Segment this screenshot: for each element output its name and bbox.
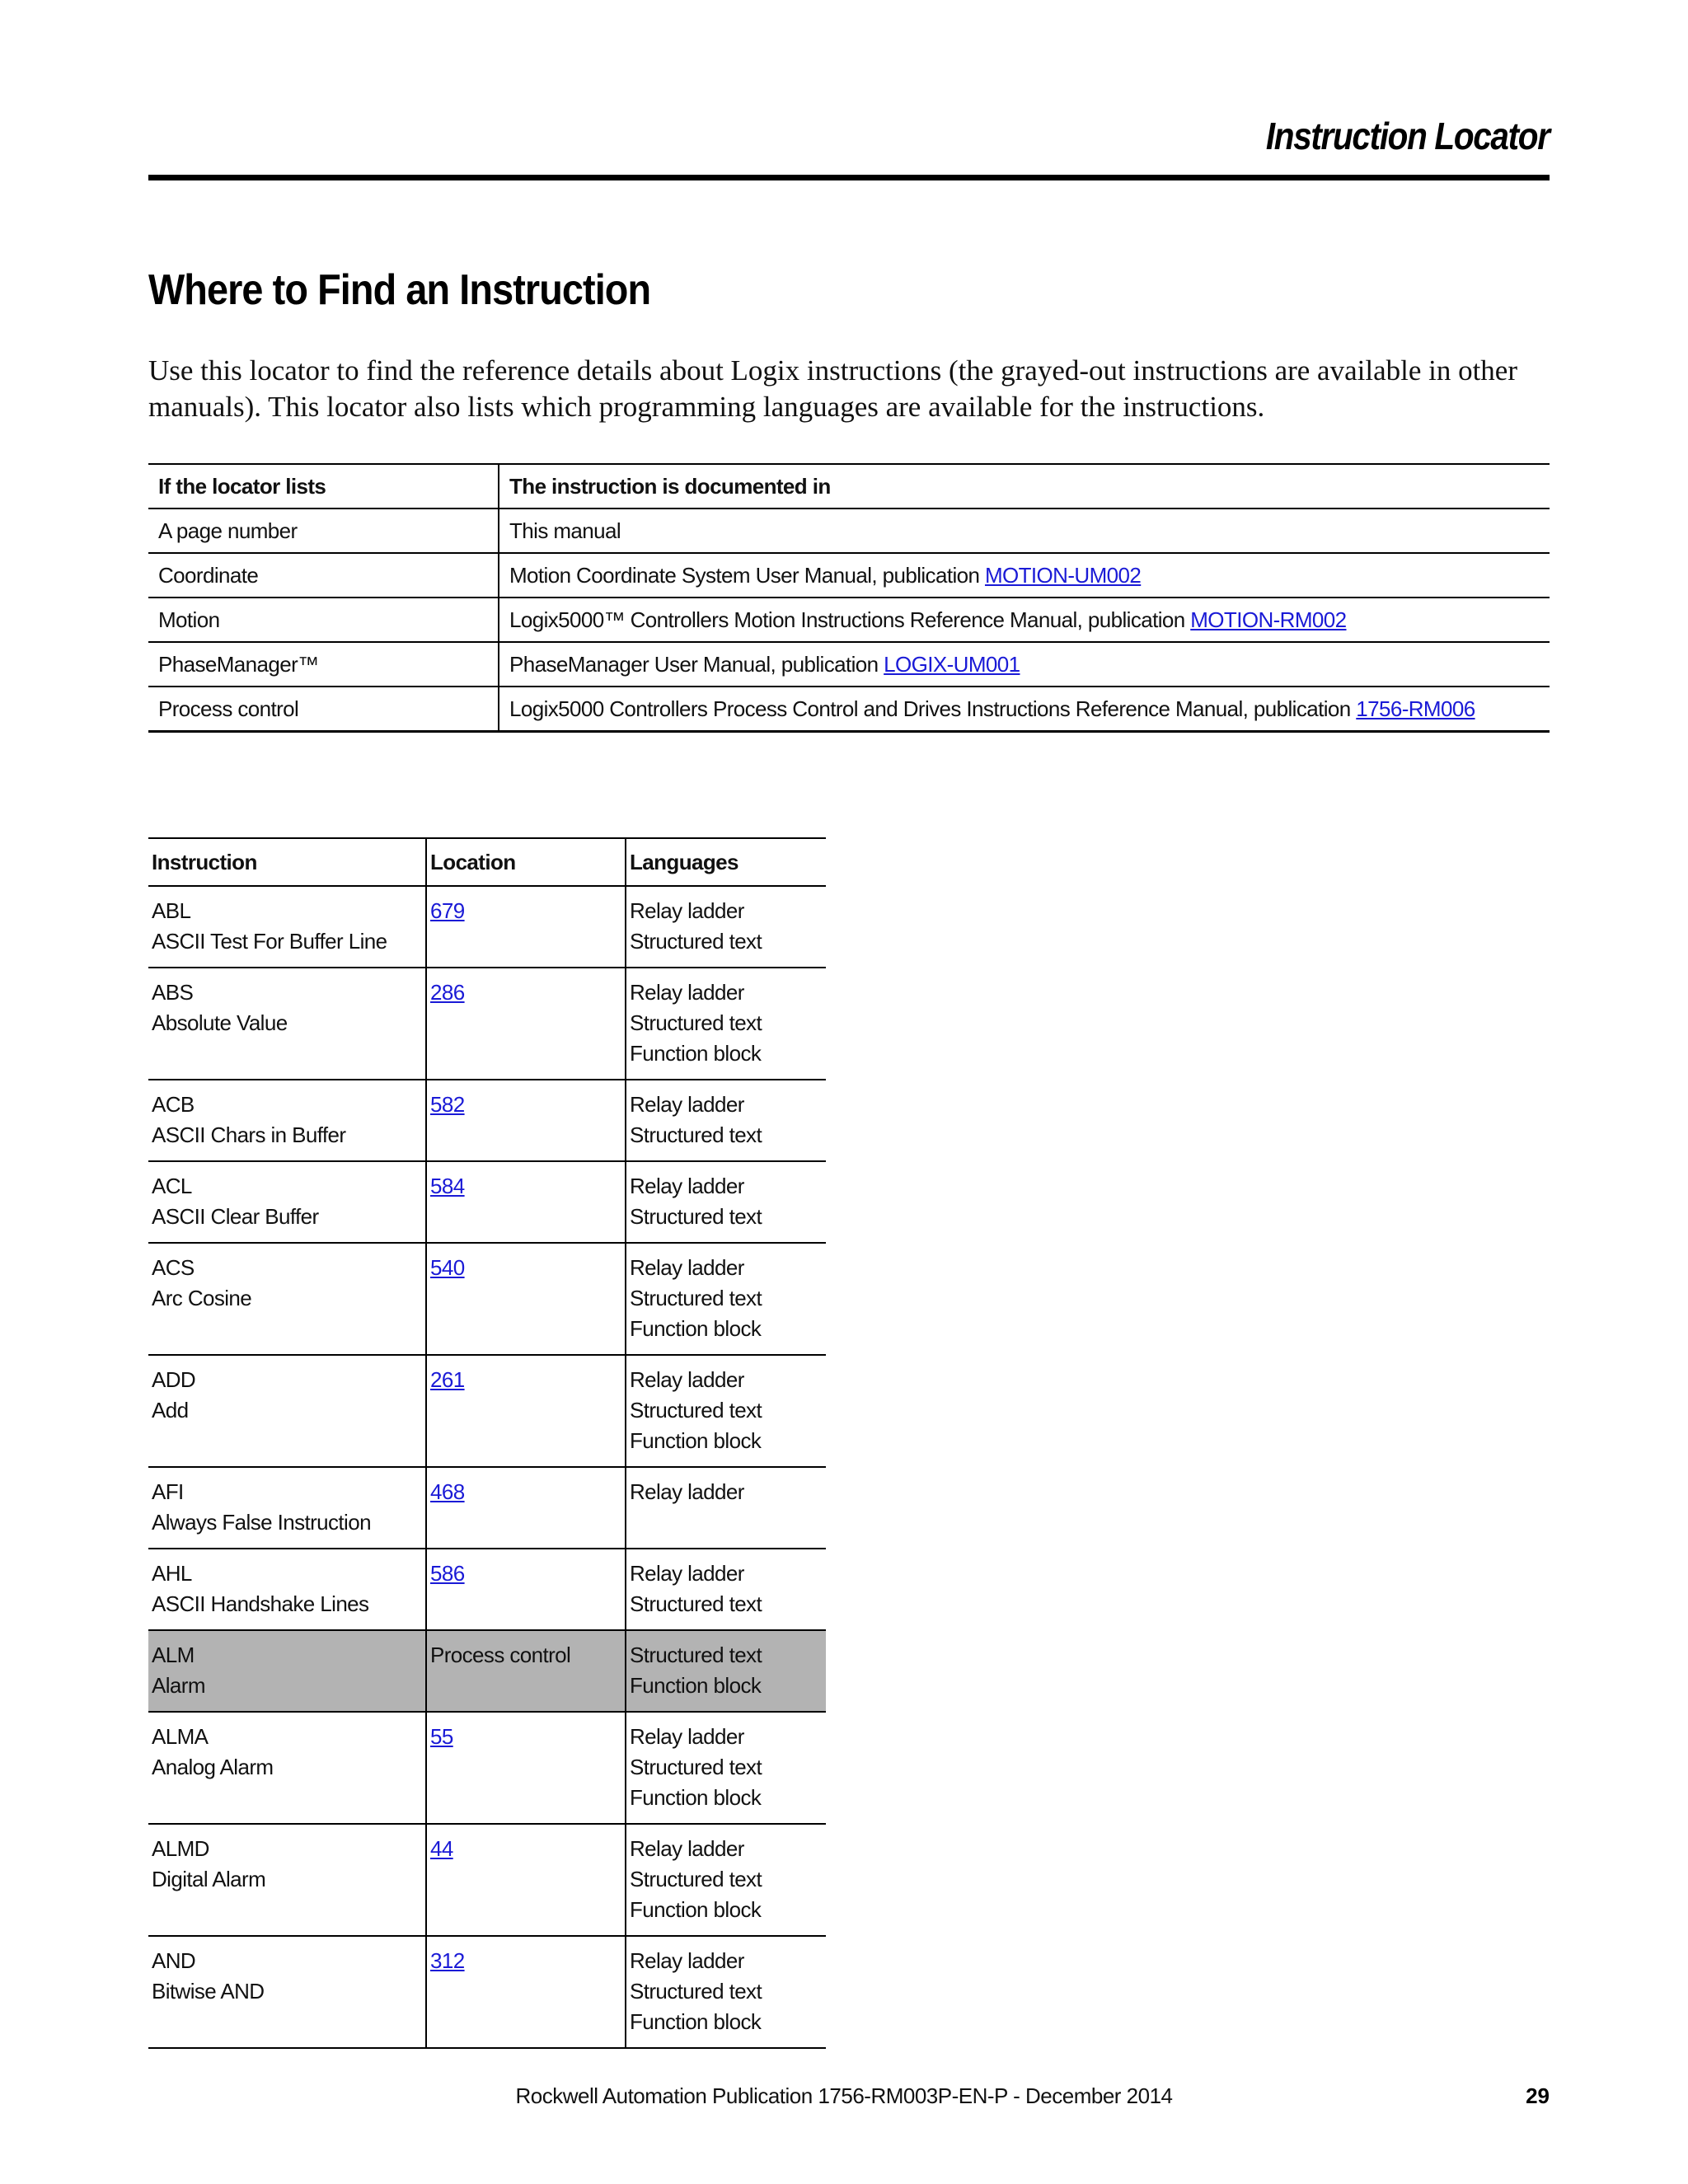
instruction-row [148, 1824, 826, 1936]
language-item: Structured text [630, 1591, 762, 1616]
instruction-code: AHL [152, 1561, 192, 1586]
language-item: Function block [630, 1897, 762, 1922]
locator-doc-cell [499, 598, 1550, 642]
page-link[interactable]: 44 [430, 1836, 453, 1861]
languages-cell [626, 1467, 826, 1549]
instruction-name: Absolute Value [152, 1010, 288, 1035]
language-item: Structured text [630, 1979, 762, 2004]
publication-link[interactable]: 1756-RM006 [1356, 696, 1475, 721]
publication-link[interactable]: MOTION-RM002 [1190, 607, 1347, 632]
instruction-table [148, 837, 826, 2049]
instruction-name: ASCII Clear Buffer [152, 1204, 319, 1229]
location-cell [426, 968, 626, 1080]
footer-publication: Rockwell Automation Publication 1756-RM003P-EN-P - December 2014 [515, 2083, 1173, 2108]
instruction-cell [148, 1467, 426, 1549]
instruction-code: ALM [152, 1643, 195, 1667]
language-item: Function block [630, 1428, 762, 1453]
language-item: Structured text [630, 1122, 762, 1147]
language-item: Function block [630, 1673, 762, 1698]
languages-cell [626, 1243, 826, 1355]
instruction-name: Alarm [152, 1673, 205, 1698]
location-cell [426, 1712, 626, 1824]
locator-doc-text: Logix5000™ Controllers Motion Instructions Reference Manual, publication [509, 607, 1191, 632]
location-cell [426, 1355, 626, 1467]
language-item: Function block [630, 1785, 762, 1810]
instruction-cell [148, 1161, 426, 1243]
instruction-cell [148, 968, 426, 1080]
instruction-row [148, 1161, 826, 1243]
intro-paragraph: Use this locator to find the reference details about Logix instructions (the grayed-out instructions are available in other manuals). This locator also lists which programming languages are available for the instructions. [148, 354, 1517, 423]
locator-row [148, 598, 1550, 642]
instruction-cell [148, 1080, 426, 1161]
instruction-code: ABS [152, 980, 194, 1005]
instruction-name: Always False Instruction [152, 1510, 371, 1535]
page-link[interactable]: 540 [430, 1255, 465, 1280]
publication-link[interactable]: MOTION-UM002 [984, 562, 1142, 588]
locator-lists-cell: Motion [148, 598, 499, 642]
language-item: Relay ladder [630, 980, 744, 1005]
language-item: Relay ladder [630, 1092, 744, 1117]
language-item: Relay ladder [630, 1561, 744, 1586]
locator-lists-cell: A page number [148, 509, 499, 553]
location-cell [426, 1467, 626, 1549]
locator-doc-cell [499, 642, 1550, 687]
publication-link[interactable]: LOGIX-UM001 [884, 651, 1020, 677]
locator-doc-text: This manual [509, 518, 621, 543]
locator-doc-cell [499, 509, 1550, 553]
languages-cell [626, 1549, 826, 1630]
languages-cell [626, 1630, 826, 1712]
instruction-row [148, 1355, 826, 1467]
locator-header-lists: If the locator lists [148, 464, 499, 509]
locator-header-doc: The instruction is documented in [499, 464, 1550, 509]
instruction-code: ADD [152, 1367, 196, 1392]
page-link[interactable]: 286 [430, 980, 465, 1005]
instruction-code: AND [152, 1948, 196, 1973]
instruction-code: ACB [152, 1092, 195, 1117]
page-link[interactable]: 586 [430, 1561, 465, 1586]
language-item: Function block [630, 1316, 762, 1341]
language-item: Structured text [630, 1643, 762, 1667]
instruction-cell [148, 1243, 426, 1355]
language-item: Structured text [630, 1398, 762, 1422]
instruction-cell [148, 1712, 426, 1824]
instruction-row [148, 1467, 826, 1549]
language-item: Relay ladder [630, 898, 744, 923]
locator-table [148, 463, 1550, 733]
instruction-header-languages: Languages [626, 838, 826, 886]
instruction-name: Arc Cosine [152, 1286, 252, 1310]
instruction-name: Digital Alarm [152, 1867, 266, 1891]
language-item: Structured text [630, 1204, 762, 1229]
languages-cell [626, 886, 826, 968]
languages-cell [626, 1712, 826, 1824]
instruction-code: ALMD [152, 1836, 209, 1861]
instruction-name: Add [152, 1398, 189, 1422]
language-item: Function block [630, 1041, 762, 1066]
locator-lists-cell: Process control [148, 687, 499, 732]
instruction-cell [148, 886, 426, 968]
instruction-header-instruction: Instruction [148, 838, 426, 886]
instruction-code: ABL [152, 898, 191, 923]
location-cell [426, 1936, 626, 2048]
instruction-cell [148, 1936, 426, 2048]
page-heading: Where to Find an Instruction [148, 266, 651, 314]
page-link[interactable]: 582 [430, 1092, 465, 1117]
locator-doc-cell [499, 687, 1550, 732]
language-item: Relay ladder [630, 1724, 744, 1749]
instruction-row [148, 886, 826, 968]
instruction-cell [148, 1824, 426, 1936]
location-cell [426, 1630, 626, 1712]
language-item: Structured text [630, 1867, 762, 1891]
languages-cell [626, 1824, 826, 1936]
locator-doc-text: PhaseManager User Manual, publication [509, 651, 884, 677]
language-item: Relay ladder [630, 1255, 744, 1280]
language-item: Structured text [630, 1286, 762, 1310]
location-cell [426, 1161, 626, 1243]
languages-cell [626, 1355, 826, 1467]
location-cell [426, 886, 626, 968]
language-item: Relay ladder [630, 1479, 744, 1504]
languages-cell [626, 968, 826, 1080]
language-item: Relay ladder [630, 1836, 744, 1861]
locator-lists-cell: Coordinate [148, 553, 499, 598]
language-item: Function block [630, 2009, 762, 2034]
instruction-code: ACS [152, 1255, 195, 1280]
language-item: Structured text [630, 1010, 762, 1035]
instruction-name: ASCII Handshake Lines [152, 1591, 369, 1616]
instruction-row [148, 968, 826, 1080]
instruction-cell [148, 1355, 426, 1467]
instruction-row [148, 1243, 826, 1355]
location-cell [426, 1824, 626, 1936]
instruction-row [148, 1630, 826, 1712]
instruction-name: ASCII Chars in Buffer [152, 1122, 346, 1147]
location-cell [426, 1080, 626, 1161]
page-link[interactable]: 679 [430, 898, 465, 923]
locator-lists-cell: PhaseManager™ [148, 642, 499, 687]
locator-row [148, 642, 1550, 687]
page-link[interactable]: 261 [430, 1367, 465, 1392]
language-item: Relay ladder [630, 1367, 744, 1392]
language-item: Structured text [630, 929, 762, 954]
locator-doc-cell [499, 553, 1550, 598]
location-cell [426, 1243, 626, 1355]
instruction-name: Bitwise AND [152, 1979, 265, 2004]
instruction-row [148, 1712, 826, 1824]
languages-cell [626, 1161, 826, 1243]
section-title: Instruction Locator [1266, 115, 1550, 157]
instruction-row [148, 1936, 826, 2048]
instruction-header-location: Location [426, 838, 626, 886]
page-link[interactable]: 468 [430, 1479, 465, 1504]
location-cell [426, 1549, 626, 1630]
languages-cell [626, 1936, 826, 2048]
locator-doc-text: Motion Coordinate System User Manual, publication [509, 562, 985, 588]
instruction-code: ACL [152, 1174, 192, 1198]
instruction-code: AFI [152, 1479, 184, 1504]
instruction-cell [148, 1630, 426, 1712]
instruction-code: ALMA [152, 1724, 209, 1749]
instruction-header-row [148, 838, 826, 886]
language-item: Relay ladder [630, 1948, 744, 1973]
instruction-row [148, 1549, 826, 1630]
locator-row [148, 553, 1550, 598]
instruction-row [148, 1080, 826, 1161]
location-text: Process control [430, 1643, 571, 1667]
header-rule [148, 175, 1550, 180]
locator-row [148, 509, 1550, 553]
page-link[interactable]: 55 [430, 1724, 453, 1749]
language-item: Relay ladder [630, 1174, 744, 1198]
locator-header-row [148, 464, 1550, 509]
page-link[interactable]: 584 [430, 1174, 465, 1198]
instruction-name: ASCII Test For Buffer Line [152, 929, 387, 954]
page-number: 29 [1526, 2083, 1550, 2108]
locator-doc-text: Logix5000 Controllers Process Control and Drives Instructions Reference Manual, publication [509, 696, 1357, 721]
languages-cell [626, 1080, 826, 1161]
language-item: Structured text [630, 1755, 762, 1779]
locator-row [148, 687, 1550, 732]
instruction-cell [148, 1549, 426, 1630]
instruction-name: Analog Alarm [152, 1755, 274, 1779]
page-link[interactable]: 312 [430, 1948, 465, 1973]
